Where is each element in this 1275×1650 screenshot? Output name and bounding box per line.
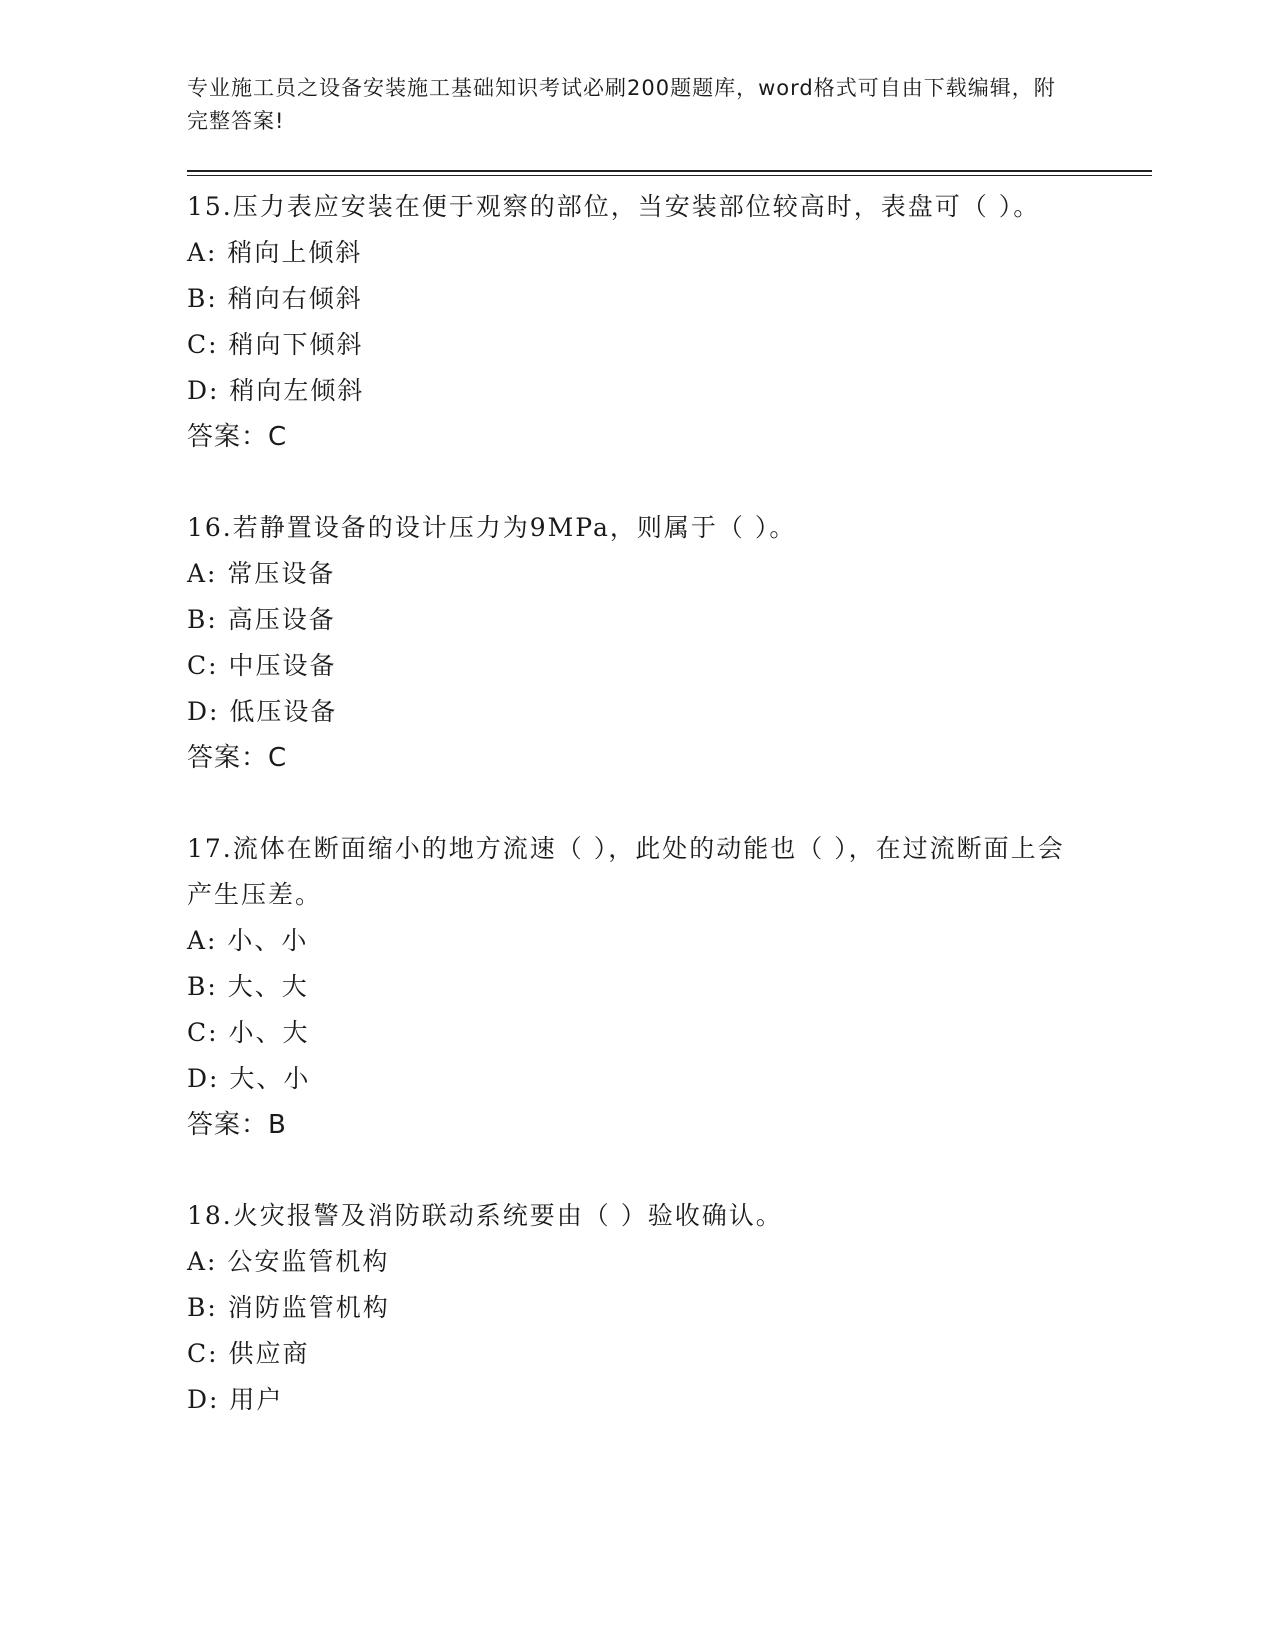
option-a: A: 小、小 <box>187 926 309 955</box>
answer-line: 答案：B <box>187 1110 287 1140</box>
document-page <box>187 72 1157 1468</box>
question-stem: 16.若静置设备的设计压力为9MPa，则属于（ ）。 <box>187 513 797 542</box>
option-c: C: 供应商 <box>187 1339 310 1368</box>
question-17 <box>187 826 1157 1148</box>
question-18 <box>187 1193 1157 1423</box>
option-d: D: 低压设备 <box>187 697 338 726</box>
option-c: C: 中压设备 <box>187 651 337 680</box>
option-a: A: 公安监管机构 <box>187 1247 390 1276</box>
question-stem: 18.火灾报警及消防联动系统要由（ ）验收确认。 <box>187 1201 783 1230</box>
option-a: A: 常压设备 <box>187 559 336 588</box>
question-16 <box>187 505 1157 781</box>
option-b: B: 稍向右倾斜 <box>187 284 363 313</box>
header-rule-thick <box>187 170 1152 172</box>
option-c: C: 稍向下倾斜 <box>187 330 364 359</box>
option-b: B: 消防监管机构 <box>187 1293 390 1322</box>
header-rule-thin <box>187 175 1152 176</box>
option-a: A: 稍向上倾斜 <box>187 238 363 267</box>
question-stem: 17.流体在断面缩小的地方流速（ ），此处的动能也（ ），在过流断面上会产生压差。 <box>187 834 1065 909</box>
option-d: D: 稍向左倾斜 <box>187 376 365 405</box>
document-header: 专业施工员之设备安装施工基础知识考试必刷200题题库，word格式可自由下载编辑，附完整答案! <box>187 76 1056 133</box>
option-b: B: 高压设备 <box>187 605 336 634</box>
question-15 <box>187 184 1157 460</box>
option-d: D: 大、小 <box>187 1064 311 1093</box>
answer-line: 答案：C <box>187 422 288 452</box>
option-b: B: 大、大 <box>187 972 309 1001</box>
answer-line: 答案：C <box>187 743 288 773</box>
option-d: D: 用户 <box>187 1385 284 1414</box>
option-c: C: 小、大 <box>187 1018 310 1047</box>
question-stem: 15.压力表应安装在便于观察的部位，当安装部位较高时，表盘可（ ）。 <box>187 192 1041 221</box>
